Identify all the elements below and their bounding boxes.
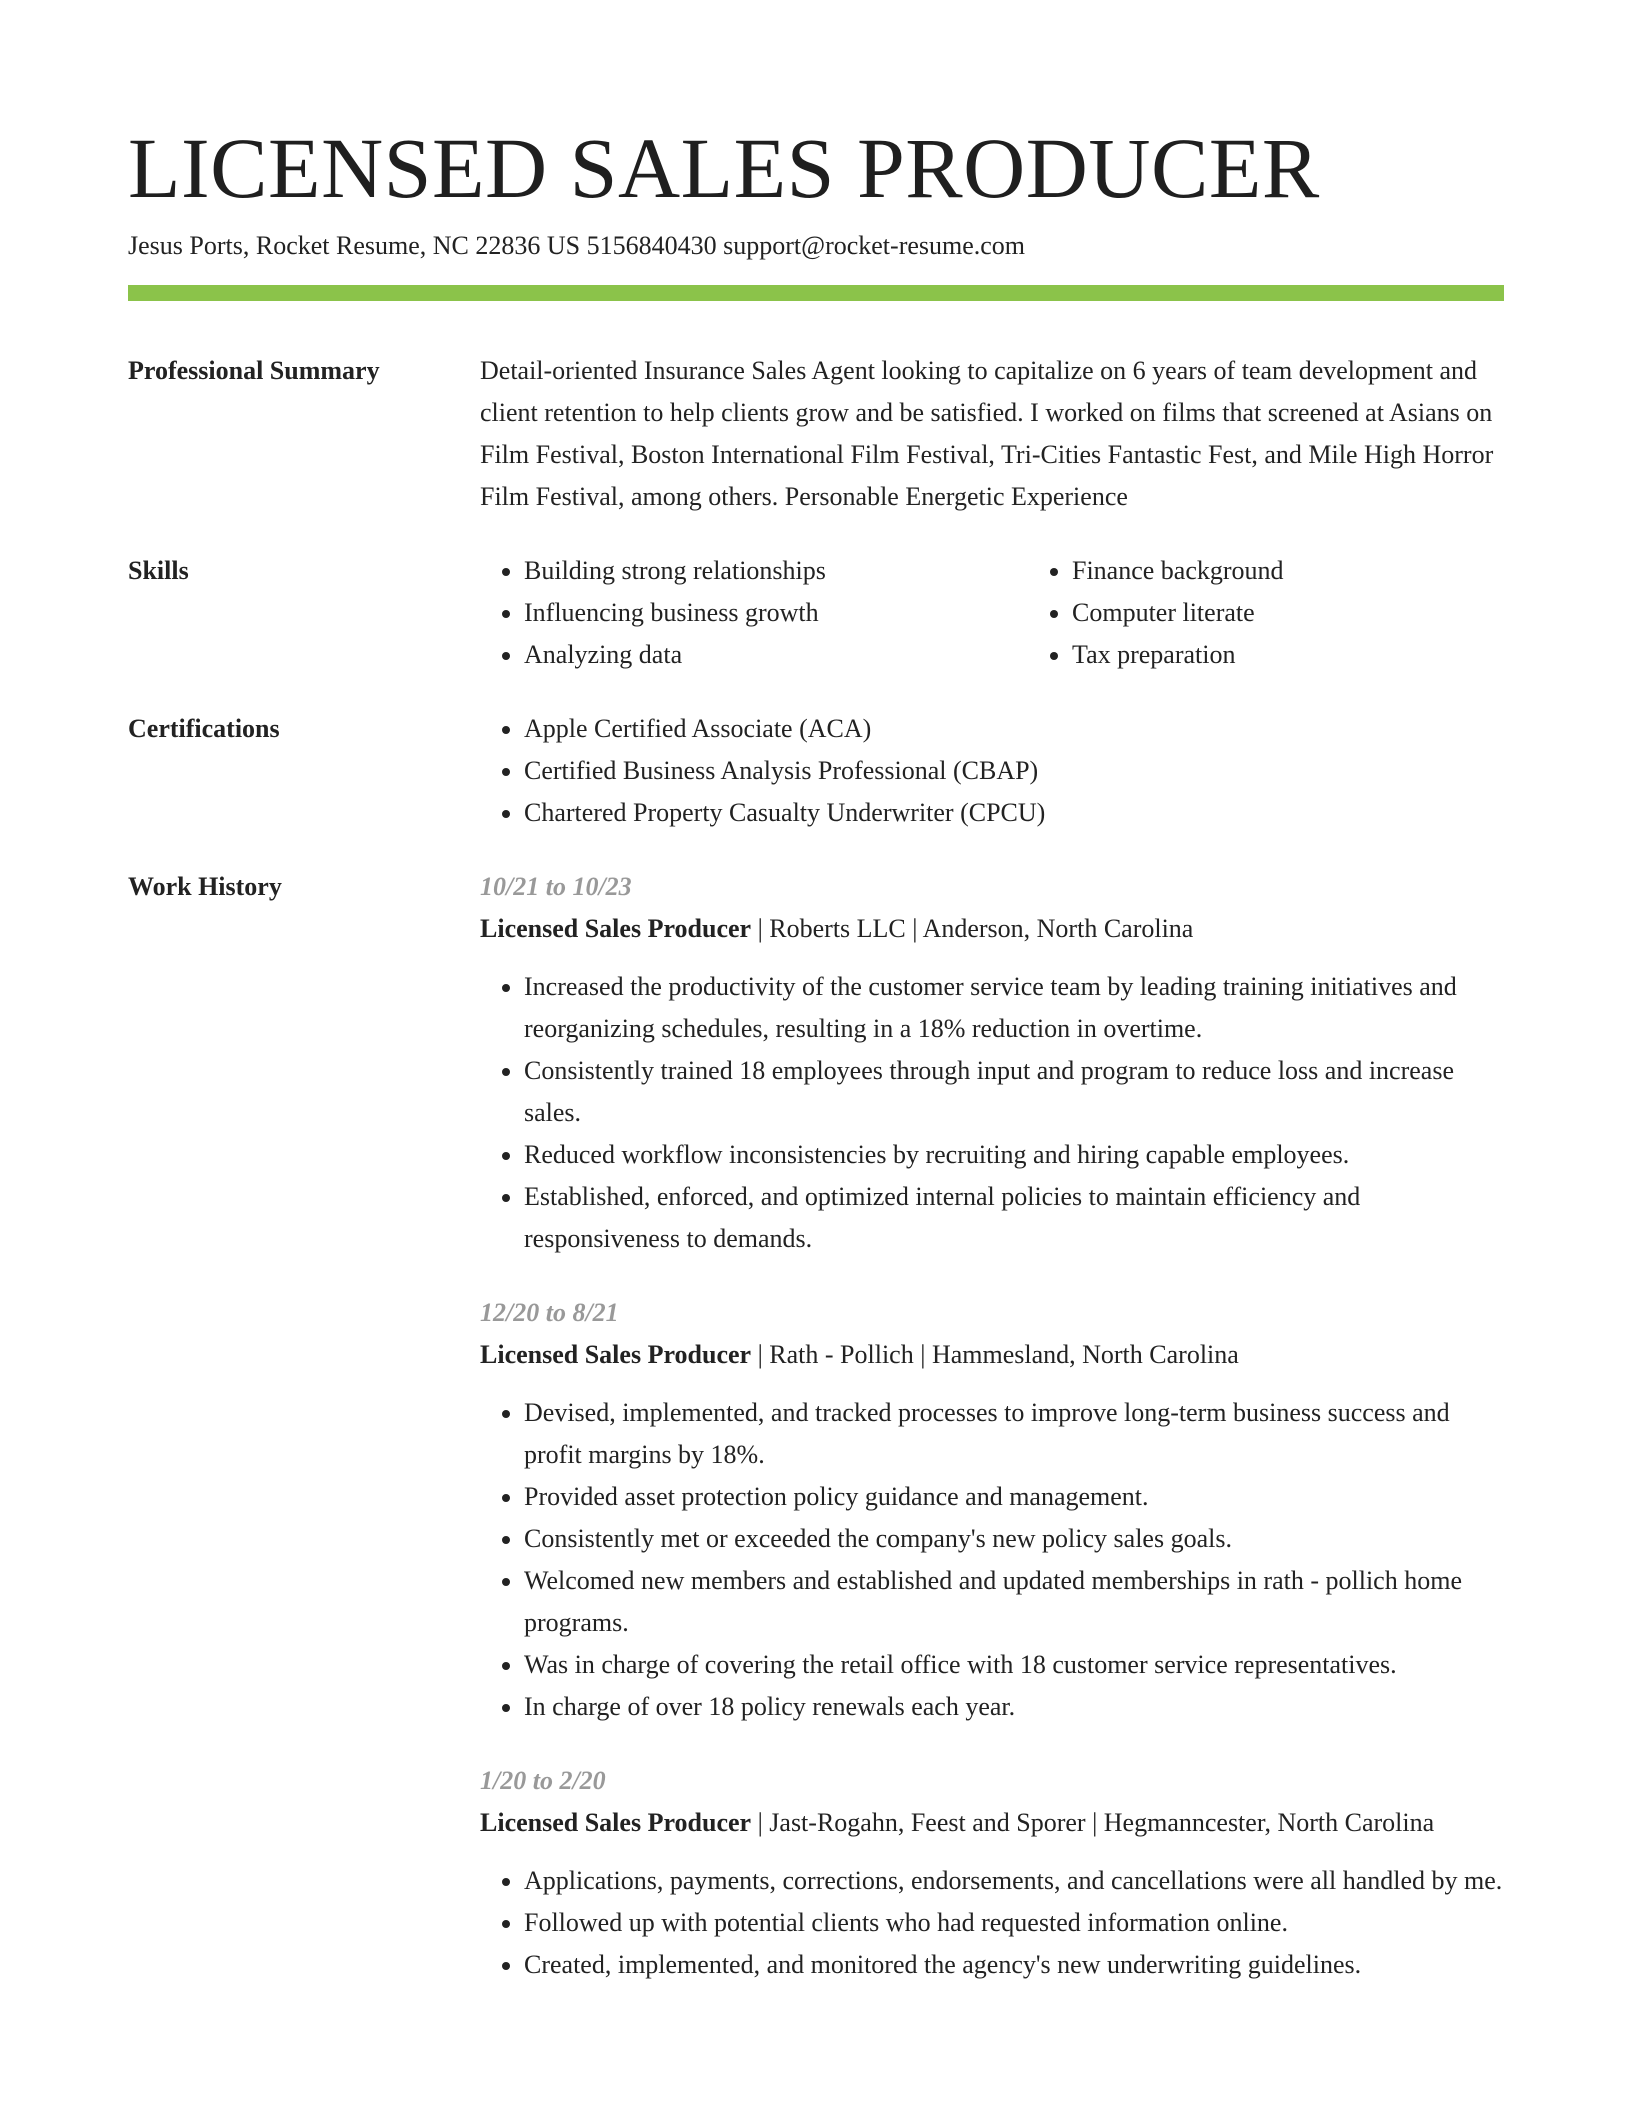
job-bullet: • In charge of over 18 policy renewals each year. xyxy=(524,1686,1504,1728)
job-company: | Jast-Rogahn, Feest and Sporer xyxy=(751,1808,1086,1837)
resume-body xyxy=(128,350,1504,2050)
job-location: | Anderson, North Carolina xyxy=(906,914,1194,943)
job-dates: 12/20 to 8/21 xyxy=(480,1298,619,1327)
job-bullets xyxy=(480,1860,1504,1986)
skills-section xyxy=(128,550,1504,676)
certifications-section xyxy=(128,708,1504,834)
work-history-section-label: Work History xyxy=(128,872,282,901)
skill-item: • Building strong relationships xyxy=(524,550,1028,592)
certifications-list xyxy=(480,708,1504,834)
job-bullet: • Applications, payments, corrections, endorsements, and cancellations were all handled by me. xyxy=(524,1860,1504,1902)
job-title-line xyxy=(480,1802,1504,1844)
skill-item: • Influencing business growth xyxy=(524,592,1028,634)
job-dates: 1/20 to 2/20 xyxy=(480,1766,606,1795)
contact-email: support@rocket-resume.com xyxy=(723,231,1026,260)
job-bullet: • Established, enforced, and optimized internal policies to maintain efficiency and responsiveness to demands. xyxy=(524,1176,1504,1260)
resume-header xyxy=(128,118,1504,264)
skills-section-label: Skills xyxy=(128,556,189,585)
certification-item: • Chartered Property Casualty Underwriter (CPCU) xyxy=(524,792,1504,834)
summary-section xyxy=(128,350,1504,518)
job-bullet: • Consistently met or exceeded the company's new policy sales goals. xyxy=(524,1518,1504,1560)
job-bullet: • Was in charge of covering the retail office with 18 customer service representatives. xyxy=(524,1644,1504,1686)
job-entry xyxy=(480,1292,1504,1728)
work-history-section-body xyxy=(480,866,1504,2018)
job-dates: 10/21 to 10/23 xyxy=(480,872,632,901)
job-company: | Rath - Pollich xyxy=(751,1340,914,1369)
contact-line xyxy=(128,228,1504,264)
job-title-line xyxy=(480,908,1504,950)
skills-list-right xyxy=(1028,550,1576,676)
job-entry xyxy=(480,866,1504,1260)
summary-section-label: Professional Summary xyxy=(128,356,380,385)
skills-section-body xyxy=(480,550,1576,676)
summary-section-body xyxy=(480,350,1504,518)
certifications-section-body xyxy=(480,708,1504,834)
job-title: Licensed Sales Producer xyxy=(480,914,752,943)
job-title: Licensed Sales Producer xyxy=(480,1340,752,1369)
job-location: | Hammesland, North Carolina xyxy=(914,1340,1239,1369)
certifications-section-label: Certifications xyxy=(128,714,280,743)
job-bullet: • Increased the productivity of the customer service team by leading training initiatives and reorganizing schedules, resulting in a 18% reduction in overtime. xyxy=(524,966,1504,1050)
job-bullets xyxy=(480,966,1504,1260)
certification-item: • Apple Certified Associate (ACA) xyxy=(524,708,1504,750)
summary-text: Detail-oriented Insurance Sales Agent looking to capitalize on 6 years of team development and client retention to help clients grow and be satisfied. I worked on films that screened at Asians on Film Festival, Boston International Film Festival, Tri-Cities Fantastic Fest, and Mile High Horror Film Festival, among others. Personable Energetic Experience xyxy=(480,356,1494,511)
contact-name-address: Jesus Ports, Rocket Resume, NC 22836 US xyxy=(128,231,581,260)
job-bullet: • Devised, implemented, and tracked processes to improve long-term business success and profit margins by 18%. xyxy=(524,1392,1504,1476)
job-bullet: • Provided asset protection policy guidance and management. xyxy=(524,1476,1504,1518)
job-bullets xyxy=(480,1392,1504,1728)
job-bullet: • Followed up with potential clients who had requested information online. xyxy=(524,1902,1504,1944)
skills-list-left xyxy=(480,550,1028,676)
job-title: Licensed Sales Producer xyxy=(480,1808,752,1837)
skill-item: • Analyzing data xyxy=(524,634,1028,676)
job-title-line xyxy=(480,1334,1504,1376)
job-location: | Hegmanncester, North Carolina xyxy=(1086,1808,1435,1837)
skill-item: • Tax preparation xyxy=(1072,634,1576,676)
skill-item: • Finance background xyxy=(1072,550,1576,592)
skill-item: • Computer literate xyxy=(1072,592,1576,634)
job-bullet: • Reduced workflow inconsistencies by recruiting and hiring capable employees. xyxy=(524,1134,1504,1176)
job-entry xyxy=(480,1760,1504,1986)
job-bullet: • Created, implemented, and monitored the agency's new underwriting guidelines. xyxy=(524,1944,1504,1986)
resume-name-heading: LICENSED SALES PRODUCER xyxy=(128,120,1320,216)
header-divider-rule xyxy=(128,285,1504,301)
job-company: | Roberts LLC xyxy=(751,914,906,943)
certification-item: • Certified Business Analysis Professional (CBAP) xyxy=(524,750,1504,792)
skills-columns xyxy=(480,550,1576,676)
contact-phone: 5156840430 xyxy=(586,231,717,260)
job-bullet: • Consistently trained 18 employees through input and program to reduce loss and increase sales. xyxy=(524,1050,1504,1134)
job-bullet: • Welcomed new members and established and updated memberships in rath - pollich home programs. xyxy=(524,1560,1504,1644)
work-history-section xyxy=(128,866,1504,2018)
